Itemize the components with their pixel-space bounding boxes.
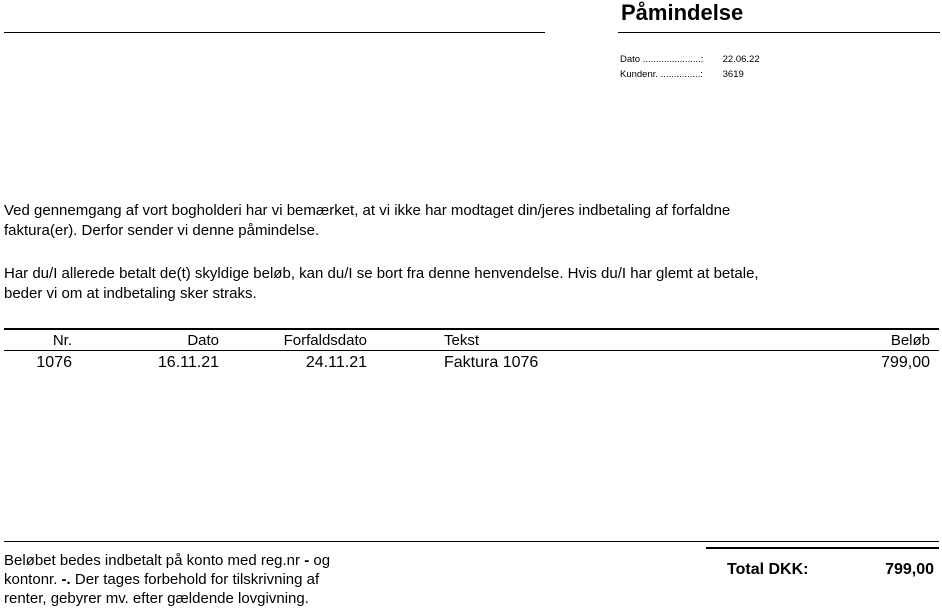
intro-paragraph xyxy=(4,201,864,241)
table-header-rule xyxy=(4,350,939,351)
payment-line-2c: Der tages forbehold for tilskrivning af xyxy=(70,571,320,588)
payment-line-2a: kontonr. xyxy=(4,571,62,588)
footer-rule xyxy=(4,541,939,542)
column-header-nr: Nr. xyxy=(52,332,72,349)
payment-instructions xyxy=(4,551,374,608)
intro-line-2: faktura(er). Derfor sender vi denne påmindelse. xyxy=(4,222,320,239)
notice-line-1: Har du/I allerede betalt de(t) skyldige beløb, kan du/I se bort fra denne henvendelse. Hvis du/I har glemt at betale, xyxy=(4,265,759,282)
cell-forfaldsdato: 24.11.21 xyxy=(305,354,367,371)
meta-customer-value: 3619 xyxy=(722,69,744,80)
meta-date-label: Dato ......................: xyxy=(620,54,704,65)
column-header-tekst: Tekst xyxy=(444,332,480,349)
column-header-belob: Beløb xyxy=(890,332,930,349)
total-label: Total DKK: xyxy=(727,561,809,578)
meta-customer-row xyxy=(620,69,744,81)
header-rule-left xyxy=(4,32,545,33)
cell-belob: 799,00 xyxy=(881,354,930,371)
total-rule xyxy=(706,547,939,549)
header-rule-right xyxy=(618,32,940,33)
column-header-forfaldsdato: Forfaldsdato xyxy=(283,332,367,349)
konto-nr-value: -. xyxy=(61,571,71,588)
cell-dato: 16.11.21 xyxy=(157,354,219,371)
reg-nr-value: - xyxy=(304,552,310,569)
intro-line-1: Ved gennemgang af vort bogholderi har vi bemærket, at vi ikke har modtaget din/jeres indbetaling af forfaldne xyxy=(4,202,731,219)
meta-date-row xyxy=(620,54,760,66)
cell-tekst: Faktura 1076 xyxy=(444,354,539,371)
meta-date-value: 22.06.22 xyxy=(722,54,760,65)
page-title: Påmindelse xyxy=(621,0,744,25)
payment-line-3: renter, gebyrer mv. efter gældende lovgivning. xyxy=(4,590,309,607)
total-value: 799,00 xyxy=(885,561,934,578)
table-top-rule xyxy=(4,328,939,330)
payment-line-1a: Beløbet bedes indbetalt på konto med reg.nr xyxy=(4,552,305,569)
cell-nr: 1076 xyxy=(36,354,72,371)
meta-customer-label: Kundenr. ...............: xyxy=(620,69,703,80)
payment-line-1c: og xyxy=(309,552,331,569)
column-header-dato: Dato xyxy=(187,332,219,349)
notice-line-2: beder vi om at indbetaling sker straks. xyxy=(4,285,257,302)
notice-paragraph xyxy=(4,264,864,304)
